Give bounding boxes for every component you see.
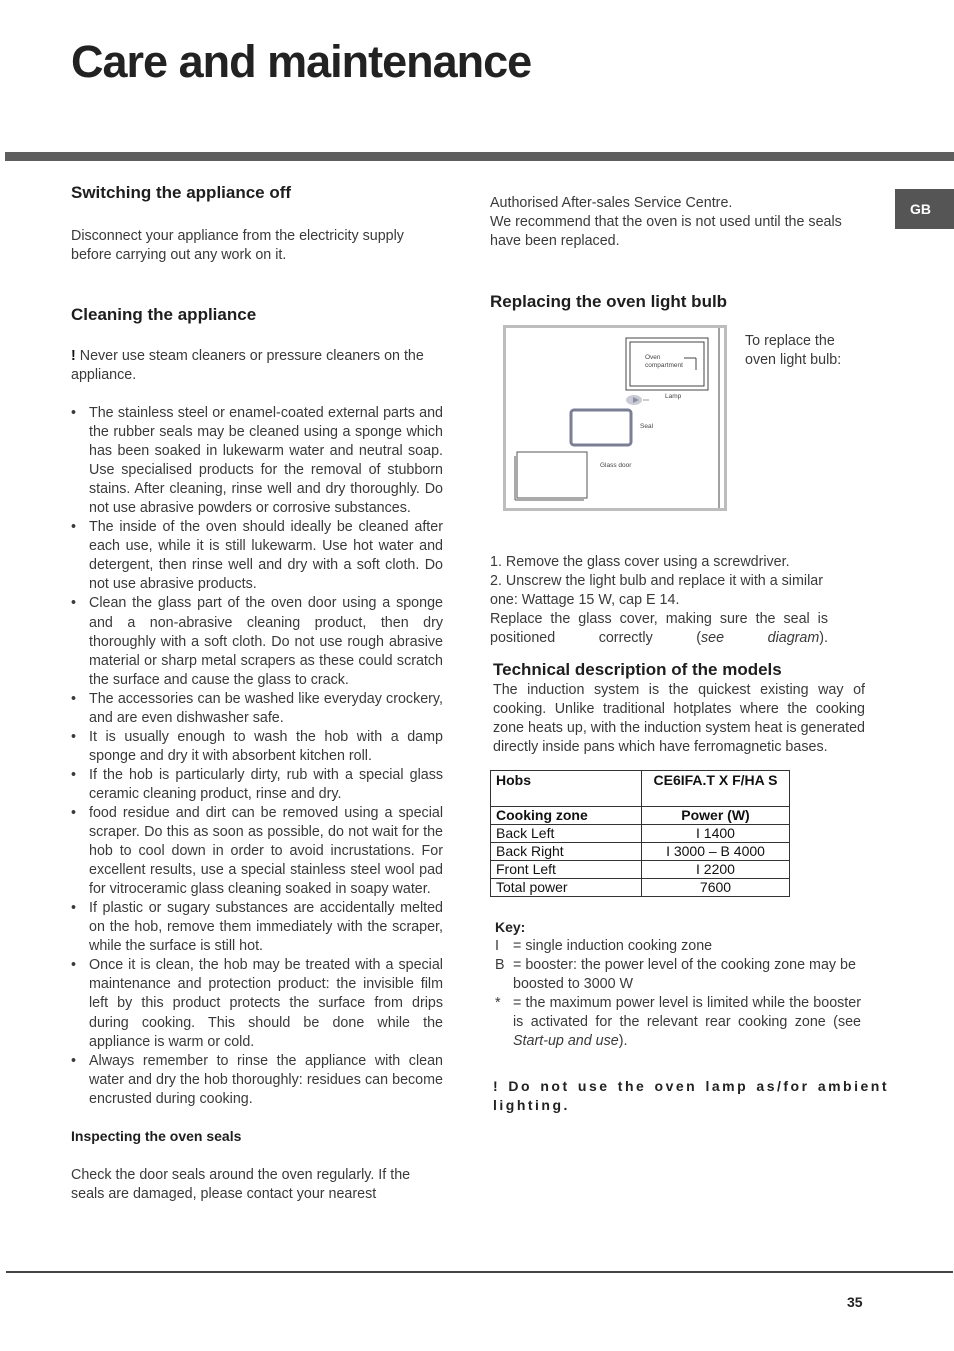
list-item: • The inside of the oven should ideally be cleaned after each use, while it is still lukewarm. Use hot water and detergent, then rinse well and dry with a soft cloth. Do not use abrasive products. [71, 518, 443, 594]
key-heading: Key: [495, 919, 526, 935]
key-text-italic: Start-up and use [513, 1033, 619, 1049]
bulb-step-2: 2. Unscrew the light bulb and replace it with a similar one: Wattage 15 W, cap E 14. [490, 573, 823, 608]
table-row [491, 843, 790, 861]
table-subheader-power: Power (W) [642, 807, 790, 825]
key-item [495, 994, 861, 1051]
right-column [490, 194, 889, 1115]
tech-heading: Technical description of the models [493, 660, 782, 679]
table-header-hobs: Hobs [491, 771, 642, 807]
table-cell-zone: Back Right [491, 843, 642, 861]
bulb-step-3 [490, 610, 828, 648]
seals-text-right-1: Authorised After-sales Service Centre. [490, 195, 733, 211]
switching-text: Disconnect your appliance from the electricity supply before carrying out any work on it. [71, 228, 404, 263]
key-text: = booster: the power level of the cooking zone may be boosted to 3000 W [513, 957, 856, 992]
label-glass-door: Glass door [600, 462, 632, 469]
table-cell-power: 7600 [642, 879, 790, 897]
key-item [495, 956, 861, 994]
table-row [491, 879, 790, 897]
key-symbol: B [495, 957, 505, 973]
list-item: • Always remember to rinse the appliance with clean water and dry the hob thoroughly: residues can become encrusted during cooking. [71, 1052, 443, 1109]
bulb-heading: Replacing the oven light bulb [490, 292, 728, 311]
key-item [495, 937, 861, 956]
label-seal: Seal [640, 423, 654, 430]
seals-text-left: Check the door seals around the oven regularly. If the seals are damaged, please contact your nearest [71, 1166, 411, 1202]
key-text-suffix: ). [618, 1033, 628, 1049]
bulb-step-3-suffix: ). [819, 630, 828, 646]
key-symbol: I [495, 938, 499, 954]
key-text [513, 994, 861, 1051]
list-item: • It is usually enough to wash the hob with a damp sponge and dry it with absorbent kitchen roll. [71, 728, 443, 766]
switching-heading: Switching the appliance off [71, 183, 292, 202]
label-lamp: Lamp [665, 393, 682, 400]
models-table [490, 770, 790, 897]
list-item: • If plastic or sugary substances are accidentally melted on the hob, remove them immediately with the scraper, while the surface is still hot. [71, 899, 443, 956]
list-item: • Clean the glass part of the oven door using a sponge and a non-abrasive cleaning product, then dry thoroughly with a soft cloth. Do not use rough abrasive material or sharp metal scrapers as these could scratch the surface and cause the glass to crack. [71, 594, 443, 689]
list-item: • The accessories can be washed like everyday crockery, and are even dishwasher safe. [71, 690, 443, 728]
left-column [71, 180, 443, 1204]
bulb-step-1: 1. Remove the glass cover using a screwdriver. [490, 554, 790, 570]
table-cell-power: I 2200 [642, 861, 790, 879]
warning-mark: ! [71, 348, 76, 364]
table-row [491, 825, 790, 843]
table-cell-power: I 3000 – B 4000 [642, 843, 790, 861]
list-item: • Once it is clean, the hob may be treated with a special maintenance and protection product: the invisible film left by this product protects the surface from drips during cooking. This should be done while the appliance is warm or cold. [71, 956, 443, 1051]
cleaning-heading: Cleaning the appliance [71, 305, 257, 324]
page-number: 35 [847, 1294, 863, 1310]
footer-rule [6, 1271, 953, 1273]
key-symbol: * [495, 995, 501, 1011]
table-cell-zone: Total power [491, 879, 642, 897]
list-item: • The stainless steel or enamel-coated external parts and the rubber seals may be cleaned using a sponge which has been soaked in lukewarm water and neutral soap. Use specialised products for the removal of stubborn stains. After cleaning, rinse well and dry thoroughly. Do not use abrasive powders or corrosive substances. [71, 404, 443, 518]
list-item: • food residue and dirt can be removed using a special scraper. Do this as soon as possible, do not wait for the hob to cool down in order to avoid incrustations. For excellent results, use a special stainless steel wool pad for vitroceramic glass cleaning soaked in soapy water. [71, 804, 443, 899]
language-tab: GB [895, 189, 954, 229]
lamp-warning: ! Do not use the oven lamp as/for ambient lighting. [493, 1078, 889, 1113]
cleaning-list [71, 404, 443, 1109]
table-cell-zone: Back Left [491, 825, 642, 843]
tech-text: The induction system is the quickest existing way of cooking. Unlike traditional hotplates where the cooking zone heats up, with the induction system heat is generated directly inside pans which have ferromagnetic bases. [493, 682, 865, 755]
table-cell-power: I 1400 [642, 825, 790, 843]
key-text-main: = the maximum power level is limited while the booster is activated for the relevant rear cooking zone (see [513, 995, 861, 1030]
seals-heading: Inspecting the oven seals [71, 1127, 242, 1144]
bulb-intro: To replace the oven light bulb: [745, 333, 842, 368]
key-text: = single induction cooking zone [513, 938, 713, 954]
warning-text: Never use steam cleaners or pressure cleaners on the appliance. [71, 348, 424, 383]
bulb-step-3-italic: see diagram [701, 630, 820, 646]
oven-diagram [503, 325, 727, 511]
table-cell-zone: Front Left [491, 861, 642, 879]
header-rule [5, 152, 954, 161]
seals-text-right-2: We recommend that the oven is not used until the seals have been replaced. [490, 214, 842, 249]
table-header-model: CE6IFA.T X F/HA S [642, 771, 790, 807]
key-section [490, 918, 861, 1051]
table-subheader-zone: Cooking zone [491, 807, 642, 825]
table-row [491, 861, 790, 879]
bulb-step-3-text: Replace the glass cover, making sure the seal is positioned correctly ( [490, 611, 828, 646]
cleaning-warning [71, 347, 443, 385]
label-oven-compartment: Oven compartment [645, 354, 683, 369]
page-title: Care and maintenance [71, 36, 532, 87]
list-item: • If the hob is particularly dirty, rub with a special glass ceramic cleaning product, rinse and dry. [71, 766, 443, 804]
